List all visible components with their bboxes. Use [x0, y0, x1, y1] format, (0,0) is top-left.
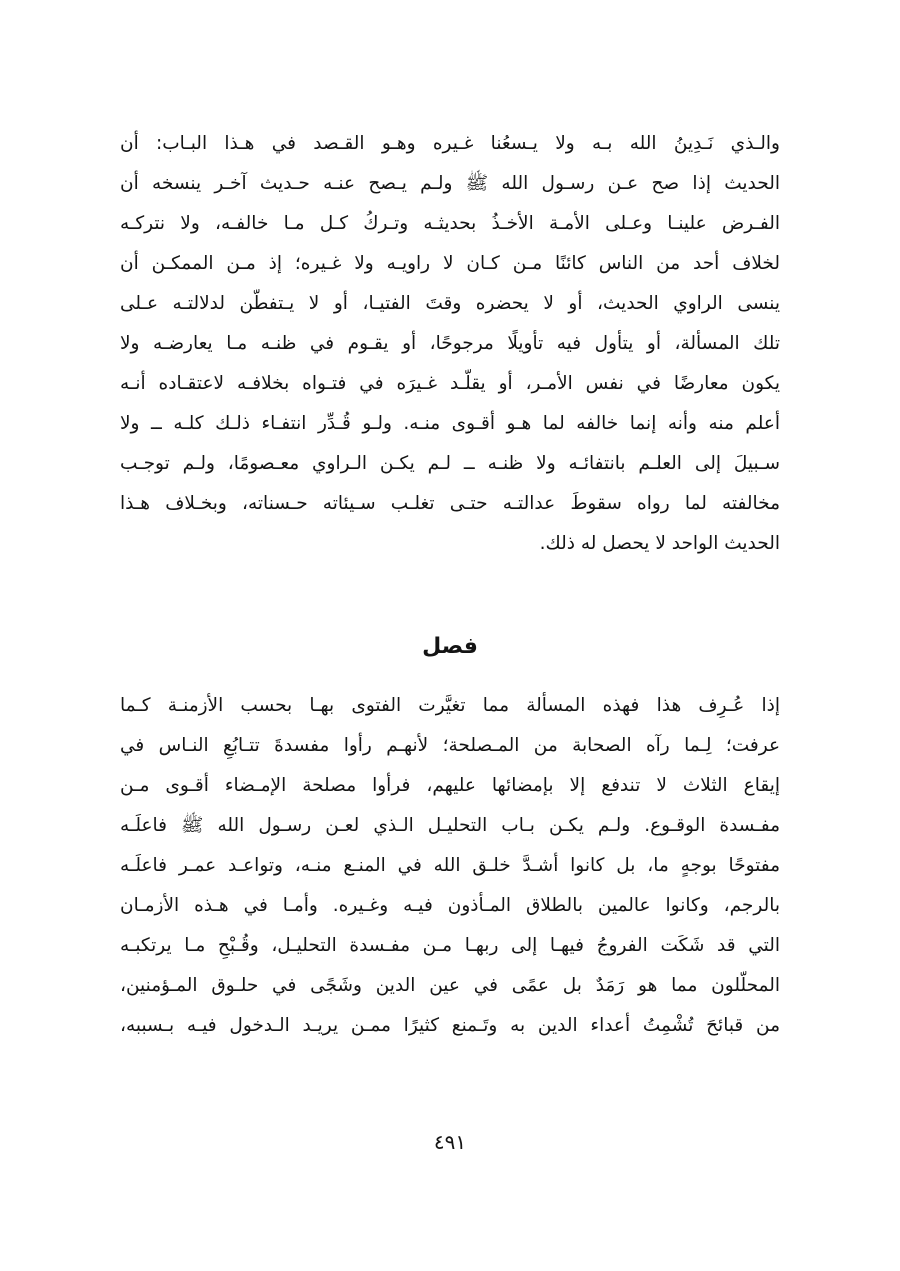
- text-line: تلك المسألة، أو يتأول فيه تأويلًا مرجوحًا، أو يقـوم في ظنـه مـا يعارضـه ولا: [120, 333, 780, 354]
- text-line: الفـرض علينـا وعـلى الأمـة الأخـذُ بحديثـه وتـركُ كـل مـا خالفـه، ولا نتركـه: [120, 213, 780, 234]
- page-number: ٤٩١: [433, 1130, 467, 1154]
- text-line: بالرجم، وكانوا عالمين بالطلاق المـأذون فيـه وغـيره. وأمـا في هـذه الأزمـان: [120, 895, 780, 916]
- text-line: لخلاف أحد من الناس كائنًا مـن كـان لا راويـه ولا غـيره؛ إذ مـن الممكـن أن: [120, 253, 780, 274]
- text-line: مخالفته لما رواه سقوطَ عدالتـه حتـى تغلـب سـيئاته حـسناته، وبخـلاف هـذا: [120, 493, 780, 514]
- paragraph-1: [120, 124, 780, 564]
- text-line: ينسى الراوي الحديث، أو لا يحضره وقتَ الفتيـا، أو لا يـتفطّن لدلالتـه عـلى: [120, 293, 780, 314]
- text-line: إذا عُـرِف هذا فهذه المسألة مما تغيَّرت الفتوى بهـا بحسب الأزمنـة كـما: [120, 695, 780, 716]
- section-heading: فصل: [422, 634, 478, 659]
- text-line: عرفت؛ لِـما رآه الصحابة من المـصلحة؛ لأنهـم رأوا مفسدةَ تتـابُعِ النـاس في: [120, 735, 780, 756]
- text-line: التي قد شَكَت الفروجُ فيهـا إلى ربهـا مـن مفـسدة التحليـل، وقُـبْحِ مـا يرتكبـه: [120, 935, 780, 956]
- text-line: إيقاع الثلاث لا تندفع إلا بإمضائها عليهم، فرأوا مصلحة الإمـضاء أقـوى مـن: [120, 775, 780, 796]
- text-line: من قبائحَ تُشْمِتُ أعداء الدين به وتَـمنع كثيرًا ممـن يريـد الـدخول فيـه بـسببه،: [120, 1015, 780, 1036]
- text-line: المحلّلون مما هو رَمَدٌ بل عمًى في عين الدين وشَجًى في حلـوق المـؤمنين،: [120, 975, 780, 996]
- text-line: مفـسدة الوقـوع. ولـم يكـن بـاب التحليـل الـذي لعـن رسـول الله ﷺ فاعلَـه: [120, 815, 780, 836]
- text-line: الحديث إذا صح عـن رسـول الله ﷺ ولـم يـصح عنـه حـديث آخـر ينسخه أن: [120, 173, 780, 194]
- text-line: يكون معارضًا في نفس الأمـر، أو يقلّـد غـيرَه في فتـواه بخلافـه لاعتقـاده أنـه: [120, 373, 780, 394]
- text-line: الحديث الواحد لا يحصل له ذلك.: [539, 533, 780, 554]
- paragraph-2: [120, 686, 780, 1046]
- text-line: والـذي نَـدِينُ الله بـه ولا يـسعُنا غـيره وهـو القـصد في هـذا البـاب: أن: [120, 133, 780, 154]
- text-line: مفتوحًا بوجهٍ ما، بل كانوا أشـدَّ خلـق الله في المنـع منـه، وتواعـد عمـر فاعلَـه: [120, 855, 780, 876]
- text-line: سـبيلَ إلى العلـم بانتفائـه ولا ظنـه ــ لـم يكـن الـراوي معـصومًا، ولـم توجـب: [120, 453, 780, 474]
- text-line: أعلم منه وأنه إنما خالفه لما هـو أقـوى منـه. ولـو قُـدِّر انتفـاء ذلـك كلـه ــ ولا: [120, 413, 780, 434]
